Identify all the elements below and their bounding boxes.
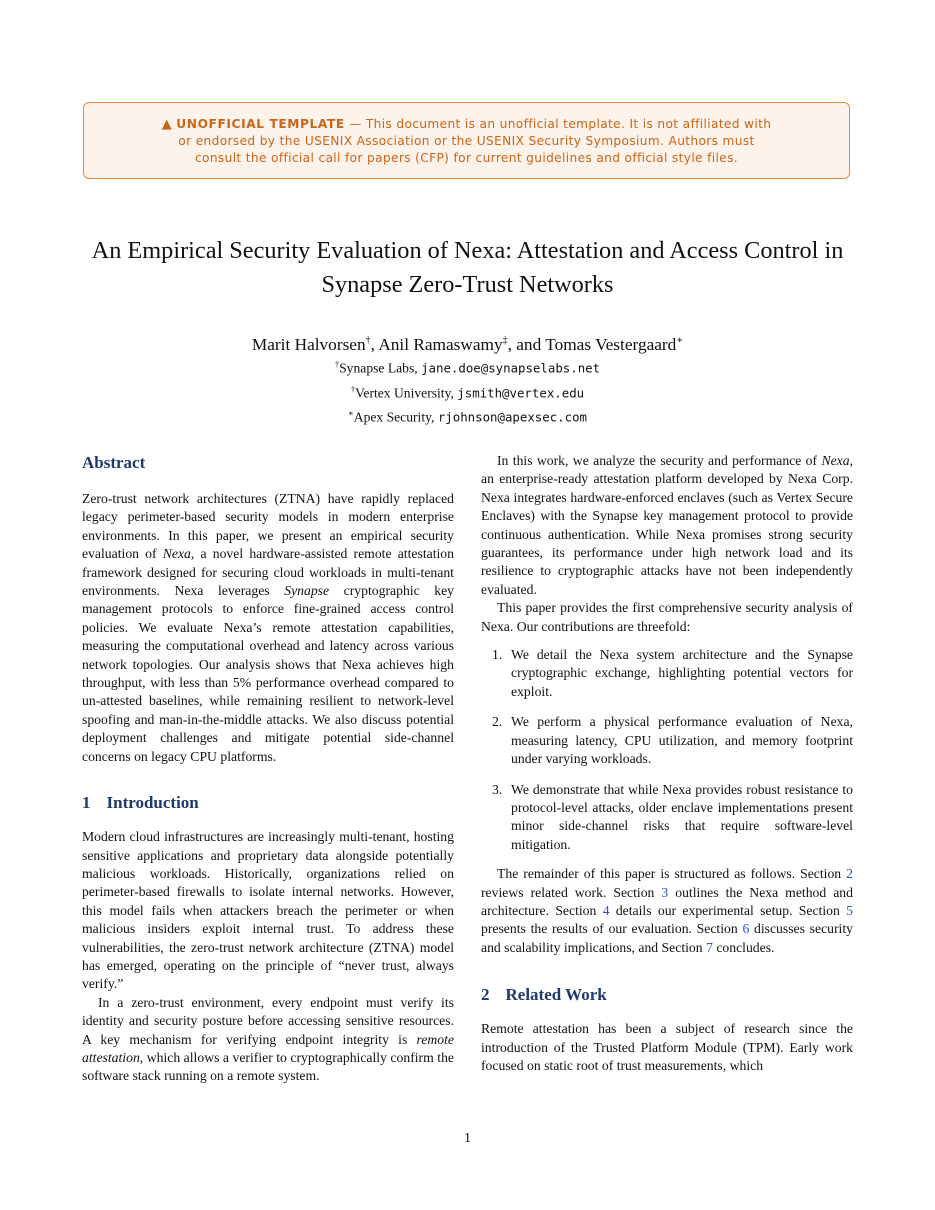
affiliation-email[interactable]: jsmith@vertex.edu (457, 385, 585, 401)
author-separator: , (370, 334, 379, 354)
roadmap-text: outlines the Nexa method and architecture. Section (481, 884, 853, 918)
list-item-number: 1. (492, 647, 503, 663)
affiliation-org: Apex Security, (353, 409, 438, 425)
author-separator: , and (507, 334, 546, 354)
author-mark: † (365, 335, 371, 346)
abstract-text (82, 490, 454, 766)
abstract-emphasis: Nexa (162, 546, 191, 562)
author-mark: ∗ (676, 335, 684, 346)
section-title: Introduction (106, 793, 199, 813)
affiliation-email[interactable]: jane.doe@synapselabs.net (421, 360, 601, 376)
section-number: 2 (481, 985, 490, 1005)
body-paragraph (481, 452, 853, 599)
author-name: Marit Halvorsen (251, 334, 366, 354)
roadmap-text: reviews related work. Section (481, 884, 662, 900)
roadmap-text: concludes. (712, 939, 775, 955)
abstract-text-part: Zero-trust network architectures (ZTNA) have rapidly replaced legacy perimeter-based security models in modern enterprise environments. In this paper, we present an empirical security evaluation of (82, 491, 454, 562)
section-heading-related-work (481, 984, 853, 1006)
contribution-list (481, 646, 853, 854)
affiliation-mark: † (350, 383, 356, 394)
section-ref-link[interactable]: 3 (661, 884, 669, 900)
list-item (481, 781, 853, 855)
list-item-number: 3. (492, 781, 503, 797)
notice-text: — This document is an unofficial template. It is not affiliated with or endorsed by the USENIX Association or the USENIX Security Symposium. Authors must consult the official call for papers (CFP) for current guidelines and official style files. (178, 117, 772, 165)
affiliations (60, 354, 875, 428)
roadmap-text: presents the results of our evaluation. Section (481, 921, 743, 937)
abstract-text-part: cryptographic key management protocols to enforce fine-grained access control policies. We evaluate Nexa’s remote attestation capabilities, measuring the computational overhead and latency across various network topologies. Our analysis shows that Nexa achieves high throughput, with less than 5% performance overhead compared to un-attested baselines, while remaining resilient to network-level spoofing and man-in-the-middle attacks. We also discuss potential deployment challenges and mitigate potential side-channel concerns on legacy CPU platforms. (82, 583, 455, 764)
notice-label: UNOFFICIAL TEMPLATE (176, 117, 345, 131)
list-item (481, 646, 853, 701)
affiliation-org: Synapse Labs, (339, 360, 422, 376)
affiliation (60, 403, 875, 428)
author-mark: ‡ (502, 335, 508, 346)
roadmap-text: details our experimental setup. Section (609, 902, 847, 918)
list-item (481, 713, 853, 768)
roadmap-text: The remainder of this paper is structured as follows. Section (497, 866, 847, 882)
unofficial-template-notice (83, 102, 850, 179)
section-title: Related Work (505, 985, 607, 1005)
abstract-text-part: , a novel hardware-assisted remote attestation framework designed for securing cloud workloads in multi-tenant environments. Nexa leverages (82, 546, 454, 599)
paper-title: An Empirical Security Evaluation of Nexa: Attestation and Access Control in Synapse Zero-Trust Networks (91, 237, 844, 298)
affiliation-mark: † (334, 359, 340, 369)
intro-paragraph (82, 994, 454, 1086)
author-name: Tomas Vestergaard (545, 334, 677, 354)
roadmap-paragraph (481, 865, 853, 957)
list-item-text: We perform a physical performance evaluation of Nexa, measuring latency, CPU utilization, and memory footprint under varying workloads. (511, 714, 853, 767)
list-item-text: We demonstrate that while Nexa provides robust resistance to protocol-level attacks, older enclave implementations present minor side-channel risks that require software-level mitigation. (511, 781, 853, 852)
affiliation-email[interactable]: rjohnson@apexsec.com (437, 409, 588, 425)
related-work-paragraph: Remote attestation has been a subject of research since the introduction of the Trusted Platform Module (TPM). Early work focused on static root of trust measurements, which (481, 1021, 853, 1073)
section-ref-link[interactable]: 4 (602, 902, 610, 918)
affiliation-org: Vertex University, (355, 385, 458, 401)
section-ref-link[interactable]: 7 (706, 939, 713, 955)
affiliation-mark: ∗ (347, 408, 354, 419)
section-number: 1 (82, 793, 91, 813)
warning-triangle-icon: ▲ (161, 117, 173, 132)
abstract-emphasis: Synapse (284, 583, 330, 599)
body-text-part: In this work, we analyze the security and performance of (497, 453, 822, 468)
affiliation (60, 379, 875, 404)
body-text-part: , an enterprise-ready attestation platform developed by Nexa Corp. Nexa integrates hardware-enforced enclaves (such as Vertex Secure Enclaves) with the Synapse key management protocol to provide continuous authentication. While Nexa promises strong security guarantees, its performance under high network load and its resilience to cryptographic attacks have not been independently evaluated. (481, 453, 853, 597)
list-item-number: 2. (492, 714, 503, 730)
intro-text-part: , which allows a verifier to cryptographically confirm the software stack running on a remote system. (82, 1049, 454, 1084)
affiliation (60, 354, 875, 379)
author-list (60, 330, 875, 356)
list-item-text: We detail the Nexa system architecture and the Synapse cryptographic exchange, highlighting potential vectors for exploit. (511, 647, 853, 699)
author-name: Anil Ramaswamy (378, 334, 503, 354)
page-number: 1 (464, 1131, 471, 1146)
roadmap-text: discusses security and scalability implications, and Section (481, 921, 853, 955)
section-ref-link[interactable]: 5 (846, 902, 853, 918)
section-ref-link[interactable]: 2 (846, 866, 853, 882)
intro-emphasis: remote attestation (82, 1031, 454, 1065)
section-ref-link[interactable]: 6 (742, 921, 750, 937)
body-paragraph: This paper provides the first comprehensive security analysis of Nexa. Our contributions are threefold: (481, 600, 853, 634)
right-column (481, 452, 853, 1075)
intro-text-part: In a zero-trust environment, every endpoint must verify its identity and security posture before accessing sensitive resources. A key mechanism for verifying endpoint integrity is (82, 994, 454, 1047)
section-heading-introduction (82, 792, 454, 814)
body-emphasis: Nexa (821, 453, 850, 468)
left-column (82, 452, 454, 1086)
abstract-heading: Abstract (82, 453, 146, 472)
intro-paragraph: Modern cloud infrastructures are increasingly multi-tenant, hosting sensitive applications and proprietary data alongside potentially malicious workloads. Historically, organizations relied on perimeter-based firewalls to isolate internal networks. However, this model fails when attackers breach the perimeter or when malicious insiders exploit internal trust. To address these vulnerabilities, the zero-trust network architecture (ZTNA) model has emerged, operating on the principle of “never trust, always verify.” (82, 829, 454, 992)
